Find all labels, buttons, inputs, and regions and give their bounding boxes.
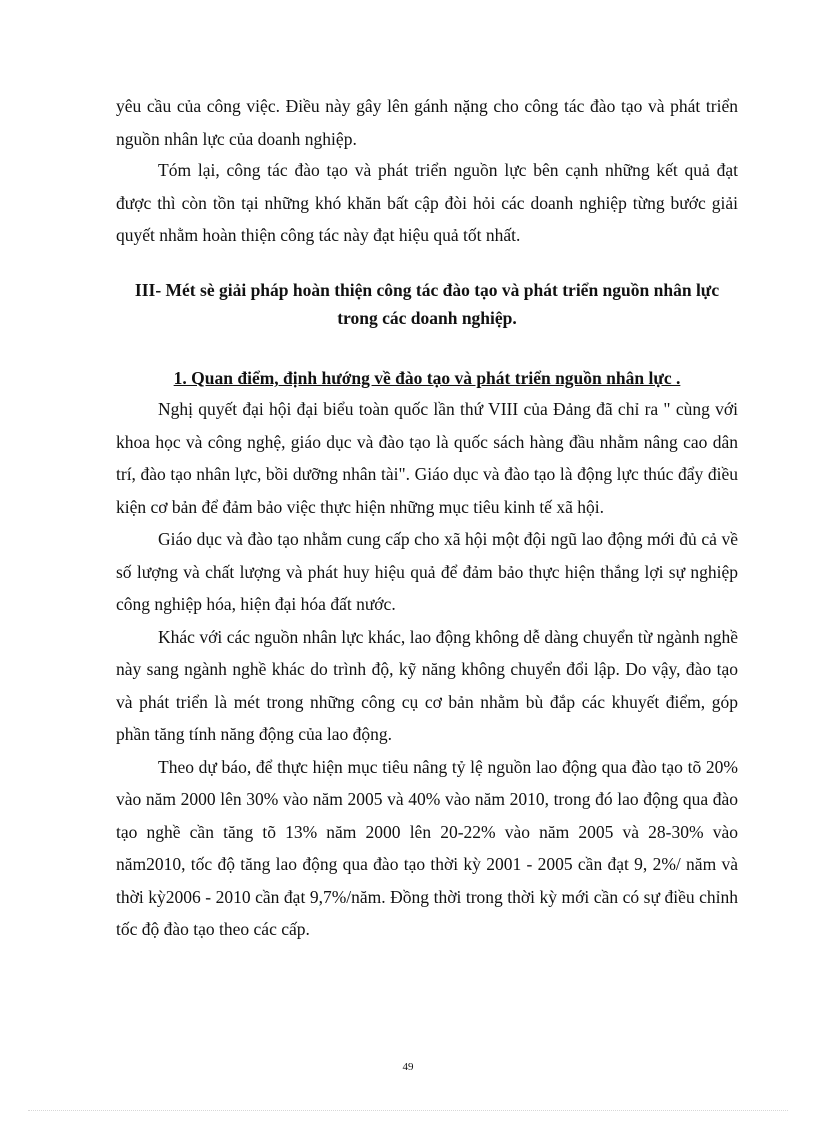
summary-paragraph [116,154,738,252]
page-divider [28,1110,788,1111]
subsection-heading: 1. Quan điểm, định hướng về đào tạo và phát triển nguồn nhân lực . [173,368,681,388]
page-number: 49 [402,1061,414,1073]
paragraph-text: Theo dự báo, để thực hiện mục tiêu nâng tỷ lệ nguồn lao động qua đào tạo tõ 20% vào năm 2000 lên 30% vào năm 2005 và 40% vào năm 2010, trong đó lao động qua đào tạo nghề cần tăng tõ 13% năm 2000 lên 20-22% vào năm 2005 và 28-30% vào năm2010, tốc độ tăng lao động qua đào tạo thời kỳ 2001 - 2005 cần đạt 9, 2%/ năm và thời kỳ2006 - 2010 cần đạt 9,7%/năm. Đồng thời trong thời kỳ mới cần có sự điều chỉnh tốc độ đào tạo theo các cấp. [116,756,738,939]
paragraph-text: Tóm lại, công tác đào tạo và phát triển nguồn lực bên cạnh những kết quả đạt được thì còn tồn tại những khó khăn bất cập đòi hỏi các doanh nghiệp từng bước giải quyết nhằm hoàn thiện công tác này đạt hiệu quả tốt nhất. [116,160,738,245]
paragraph-text: yêu cầu của công việc. Điều này gây lên gánh nặng cho công tác đào tạo và phát triển nguồn nhân lực của doanh nghiệp. [116,96,738,149]
paragraph-text: Giáo dục và đào tạo nhằm cung cấp cho xã hội một đội ngũ lao động mới đủ cả về số lượng và chất lượng và phát huy hiệu quả để đảm bảo thực hiện thắng lợi sự nghiệp công nghiệp hóa, hiện đại hóa đất nước. [116,529,738,614]
body-paragraphs [116,393,738,946]
paragraph-text: Khác với các nguồn nhân lực khác, lao động không dễ dàng chuyển từ ngành nghề này sang ngành nghề khác do trình độ, kỹ năng không chuyển đổi lập. Do vậy, đào tạo và phát triển là mét trong những công cụ cơ bản nhằm bù đắp các khuyết điểm, góp phần tăng tính năng động của lao động. [116,626,738,744]
section-heading: III- Mét sè giải pháp hoàn thiện công tác đào tạo và phát triển nguồn nhân lực trong các doanh nghiệp. [134,280,720,328]
paragraph-text: Nghị quyết đại hội đại biểu toàn quốc lần thứ VIII của Đảng đã chỉ ra " cùng với khoa học và công nghệ, giáo dục và đào tạo là quốc sách hàng đầu nhằm nâng cao dân trí, đào tạo nhân lực, bồi dưỡng nhân tài". Giáo dục và đào tạo là động lực thúc đẩy điều kiện cơ bản để đảm bảo việc thực hiện những mục tiêu kinh tế xã hội. [116,399,738,517]
continuation-paragraph [116,90,738,155]
